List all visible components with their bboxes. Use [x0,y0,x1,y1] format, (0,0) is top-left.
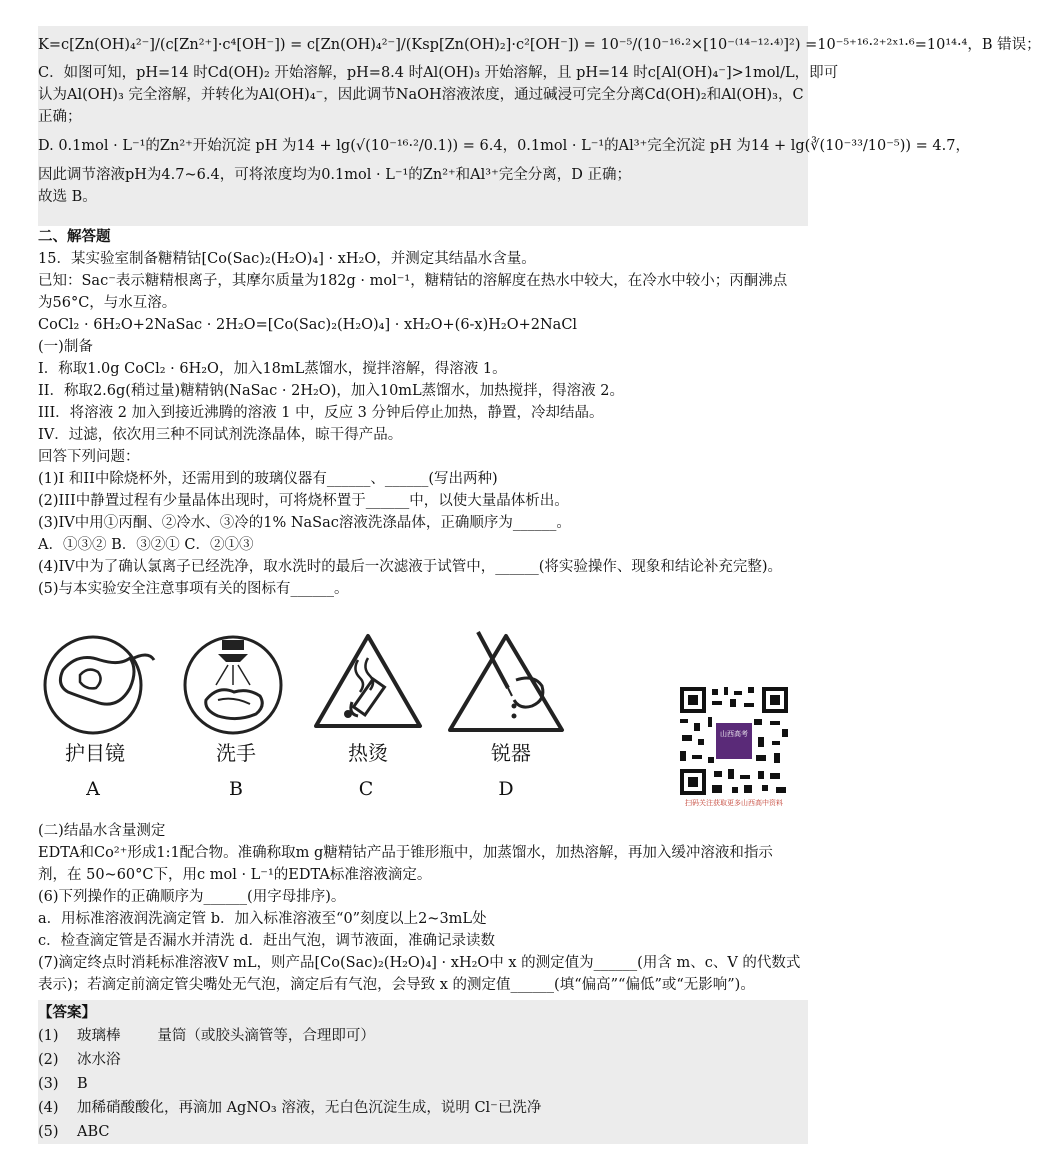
text-line: III．将溶液 2 加入到接近沸腾的溶液 1 中，反应 3 分钟后停止加热，静置，冷却结晶。 [38,405,604,421]
answer-title: 【答案】 [38,1004,96,1021]
text-line: C．如图可知，pH=14 时Cd(OH)₂ 开始溶解，pH=8.4 时Al(OH)₃ 开始溶解，且 pH=14 时c[Al(OH)₄⁻]>1mol/L，即可 [38,65,839,81]
text-line: A．①③② B．③②① C．②①③ [38,537,254,553]
text-line: CoCl₂ · 6H₂O+2NaSac · 2H₂O=[Co(Sac)₂(H₂O)₄] · xH₂O+(6-x)H₂O+2NaCl [38,317,578,333]
text-line: 正确； [38,109,82,125]
text-line: 已知：Sac⁻表示糖精根离子，其摩尔质量为182g · mol⁻¹，糖精钴的溶解度在热水中较大，在冷水中较小；丙酮沸点 [38,273,788,289]
answer-section [38,1000,808,1144]
sharp-object-icon [438,630,568,740]
answer-line: (5) ABC [38,1124,110,1140]
text-line: (7)滴定终点时消耗标准溶液V mL，则产品[Co(Sac)₂(H₂O)₄] · xH₂O中 x 的测定值为______(用含 m、c、V 的代数式 [38,955,801,971]
icon-label: 护目镜 [65,741,125,765]
text-line: (二)结晶水含量测定 [38,823,166,839]
text-line: I．称取1.0g CoCl₂ · 6H₂O，加入18mL蒸馏水，搅拌溶解，得溶液 1。 [38,361,507,377]
text-line: IV．过滤，依次用三种不同试剂洗涤晶体，晾干得产品。 [38,427,403,443]
text-line: 认为Al(OH)₃ 完全溶解，并转化为Al(OH)₄⁻，因此调节NaOH溶液浓度，通过碱浸可完全分离Cd(OH)₂和Al(OH)₃，C [38,87,804,103]
section-title-text: 二、解答题 [38,228,111,245]
hot-surface-icon [308,630,428,740]
section-title [38,226,808,248]
part-two-measurement [38,820,808,996]
text-line: 为56°C，与水互溶。 [38,295,177,311]
text-line: (4)IV中为了确认氯离子已经洗净，取水洗时的最后一次滤液于试管中，______(将实验操作、现象和结论补充完整)。 [38,559,783,575]
text-line: (2)III中静置过程有少量晶体出现时，可将烧杯置于______中，以使大量晶体析出。 [38,493,569,509]
icon-letter: A [86,778,100,800]
hand-wash-icon [178,630,298,740]
icon-label: 热烫 [348,741,388,765]
qr-code-icon [678,685,790,797]
goggles-icon [38,630,158,740]
text-line: II．称取2.6g(稍过量)糖精钠(NaSac · 2H₂O)，加入10mL蒸馏水，加热搅拌，得溶液 2。 [38,383,625,399]
icon-letter: C [358,778,374,800]
answer-line: (3) B [38,1076,88,1092]
text-line: D. 0.1mol · L⁻¹的Zn²⁺开始沉淀 pH 为14 + lg(√(10⁻¹⁶·²/0.1)) = 6.4，0.1mol · L⁻¹的Al³⁺完全沉淀 pH 为14 + lg(∛(10⁻³³/10⁻⁵)) = 4.7， [38,138,970,154]
solution-continuation [38,26,1041,226]
text-line: (6)下列操作的正确顺序为______(用字母排序)。 [38,889,346,905]
text-line: 剂，在 50~60°C下，用c mol · L⁻¹的EDTA标准溶液滴定。 [38,867,432,883]
icon-letter: D [498,778,514,800]
text-line: (一)制备 [38,339,93,355]
text-line: 因此调节溶液pH为4.7~6.4，可将浓度均为0.1mol · L⁻¹的Zn²⁺和Al³⁺完全分离，D 正确； [38,167,631,183]
text-line: (1)I 和II中除烧杯外，还需用到的玻璃仪器有______、______(写出两种) [38,471,498,487]
question-15 [38,248,808,600]
text-line: 故选 B。 [38,189,97,205]
answer-line: (4) 加稀硝酸酸化，再滴加 AgNO₃ 溶液，无白色沉淀生成，说明 Cl⁻已洗净 [38,1100,542,1116]
icon-letter: B [229,778,243,800]
text-line: 回答下列问题： [38,449,140,465]
text-line: (5)与本实验安全注意事项有关的图标有______。 [38,581,349,597]
text-line: EDTA和Co²⁺形成1:1配合物。准确称取m g糖精钴产品于锥形瓶中，加蒸馏水，加热溶解，再加入缓冲溶液和指示 [38,845,773,861]
text-line: 表示)；若滴定前滴定管尖嘴处无气泡，滴定后有气泡，会导致 x 的测定值______(填“偏高”“偏低”或“无影响”)。 [38,977,755,993]
qr-center-label: 山西高考 [720,730,748,738]
answer-line: (2) 冰水浴 [38,1052,121,1068]
text-line: (3)IV中用①丙酮、②冷水、③冷的1% NaSac溶液洗涤晶体，正确顺序为______。 [38,515,571,531]
text-line: 15．某实验室制备糖精钴[Co(Sac)₂(H₂O)₄] · xH₂O，并测定其结晶水含量。 [38,251,536,267]
text-line: K=c[Zn(OH)₄²⁻]/(c[Zn²⁺]·c⁴[OH⁻]) = c[Zn(OH)₄²⁻]/(Ksp[Zn(OH)₂]·c²[OH⁻]) = 10⁻⁵/(10⁻¹⁶·²×[10⁻⁽¹⁴⁻¹²·⁴⁾]²) =10⁻⁵⁺¹⁶·²⁺²ˣ¹·⁶=10¹⁴·⁴，B 错误； [38,37,1041,53]
text-line: c．检查滴定管是否漏水并清洗 d．赶出气泡，调节液面，准确记录读数 [38,933,496,949]
text-line: a．用标准溶液润洗滴定管 b．加入标准溶液至“0”刻度以上2~3mL处 [38,911,487,927]
qr-caption: 扫码关注获取更多山西高中资料 [685,799,783,807]
icon-label: 洗手 [216,741,256,765]
icon-label: 锐器 [491,741,531,765]
answer-line: (1) 玻璃棒 量筒（或胶头滴管等，合理即可） [38,1028,375,1044]
safety-icons [38,630,558,810]
